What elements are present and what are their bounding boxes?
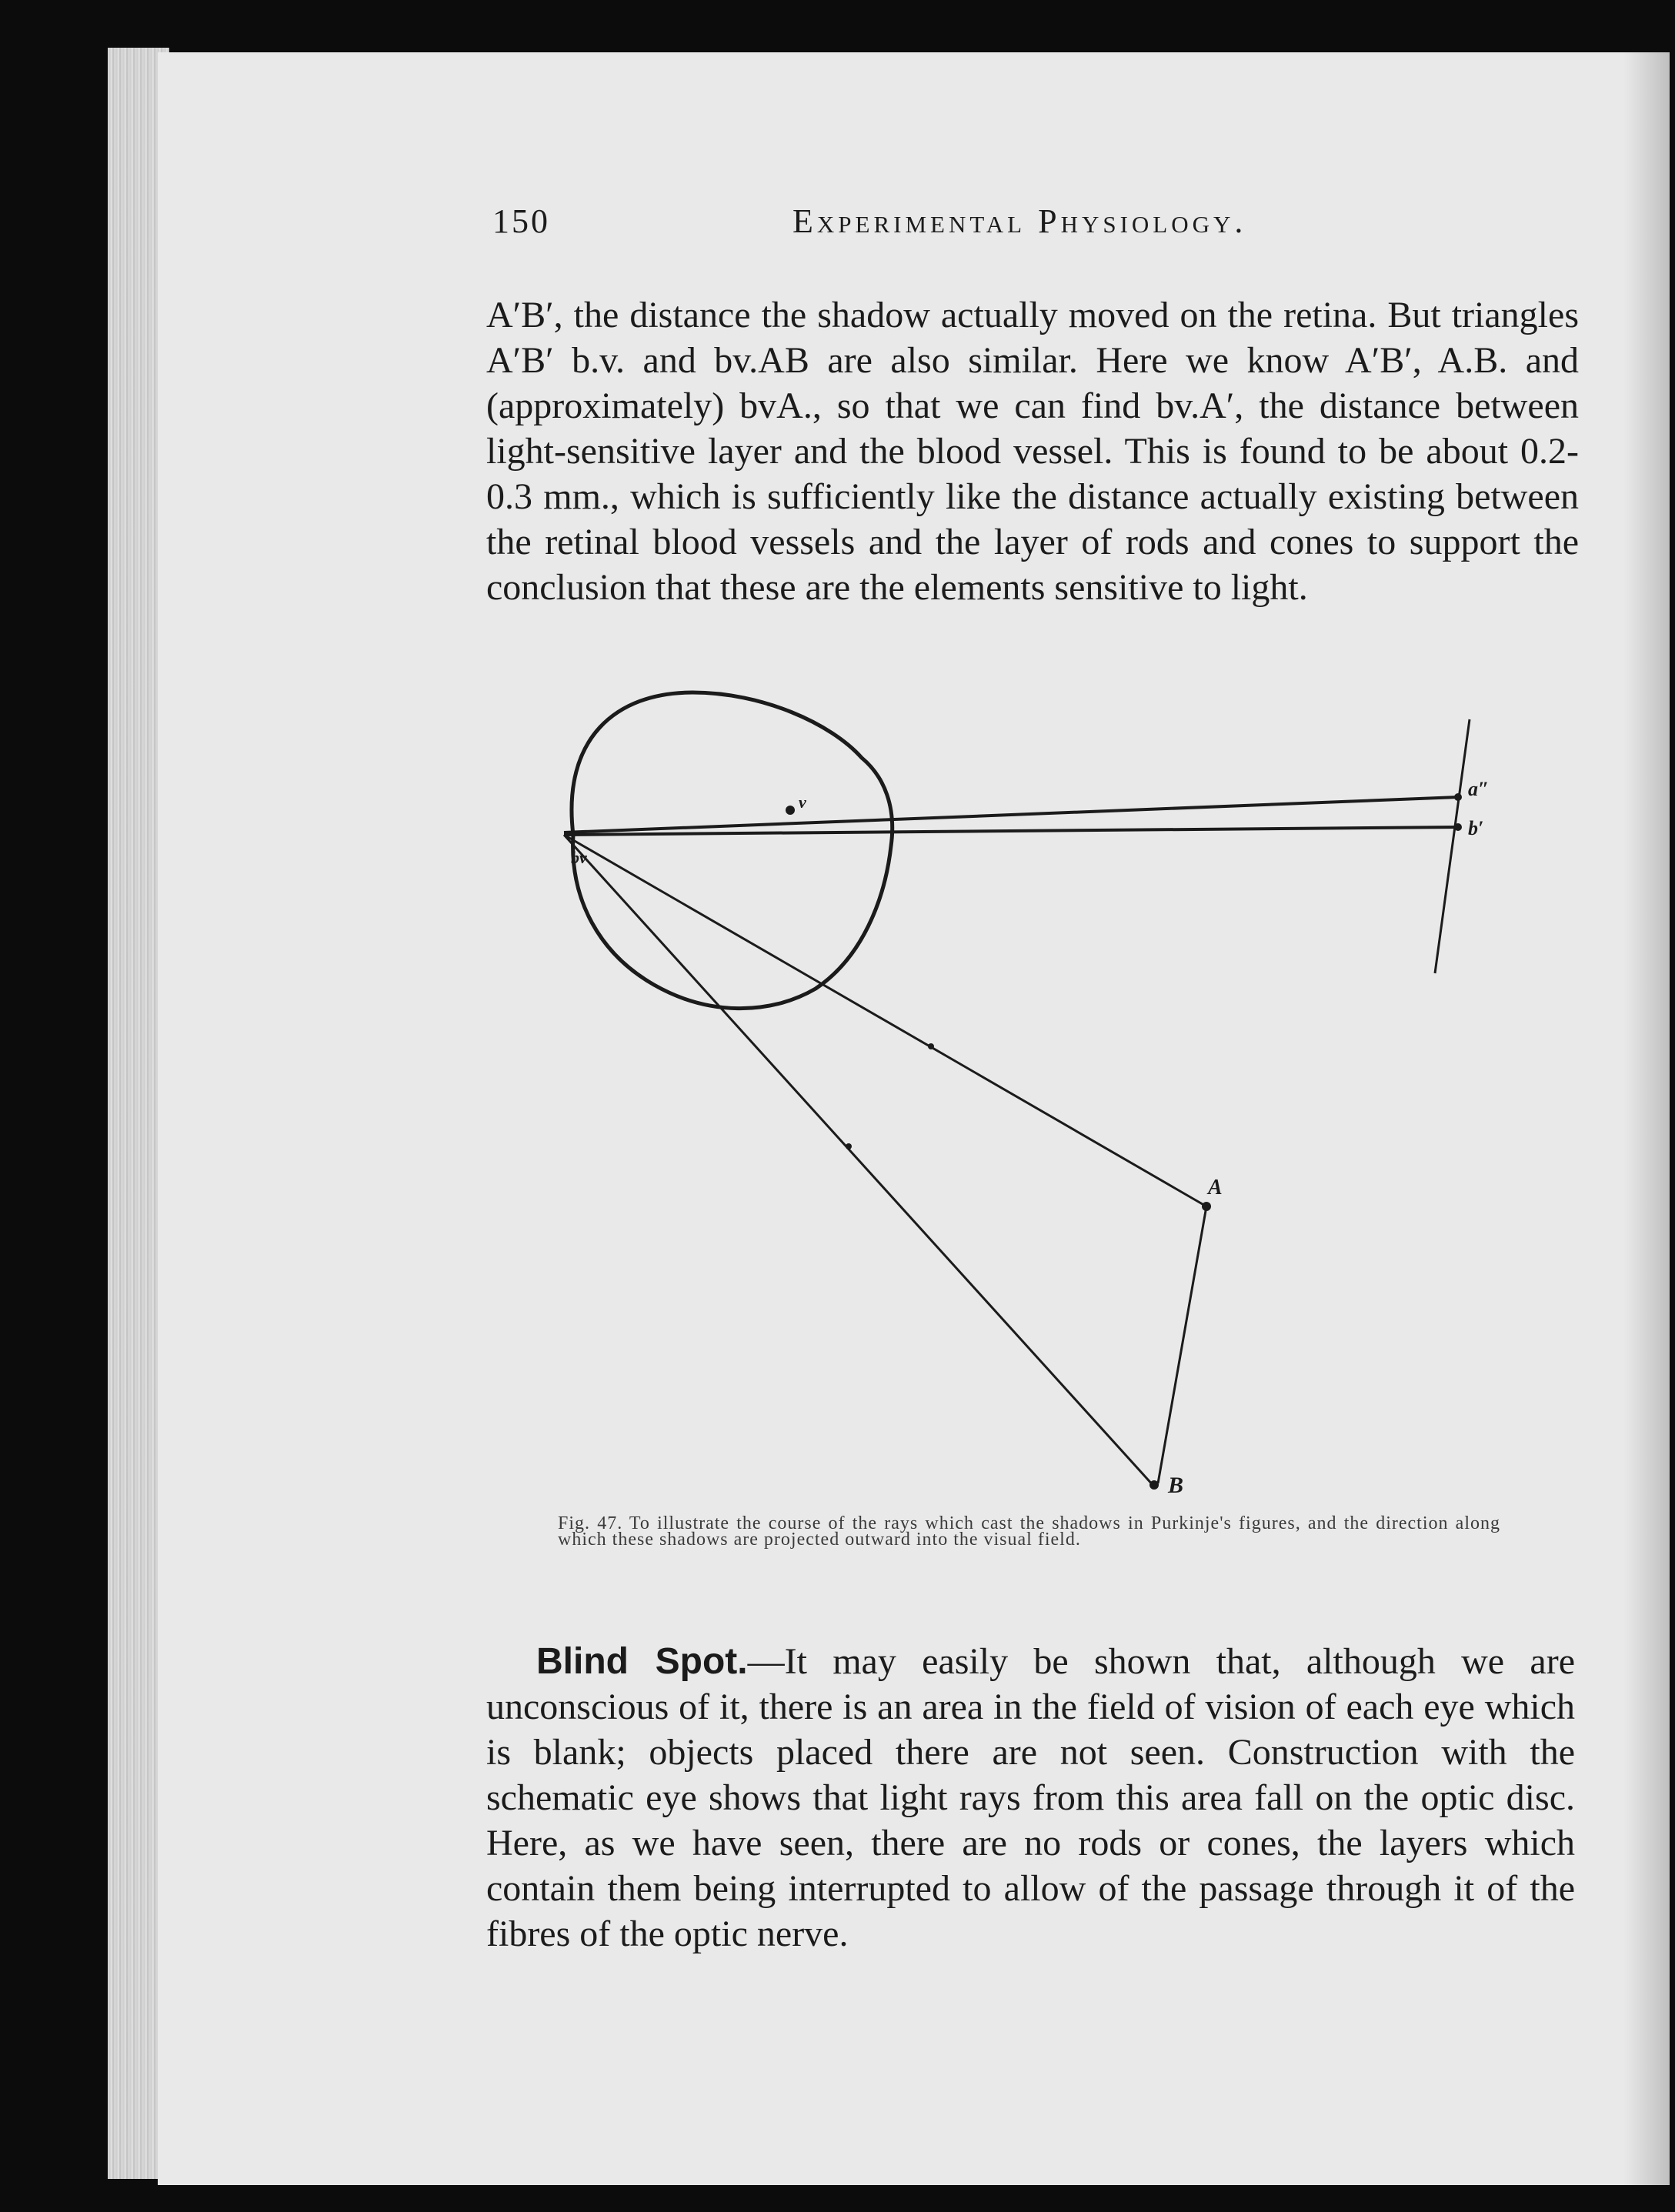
eyeball-outline xyxy=(572,692,893,1009)
page-number: 150 xyxy=(492,202,550,240)
ray-to-B xyxy=(564,835,1154,1486)
label-b-prime: b′ xyxy=(1468,817,1484,839)
label-bv: bv xyxy=(571,848,587,867)
paragraph-top: A′B′, the distance the shadow actually moved on the retina. But triangles A′B′ b.v. and bv.AB are also similar. Here we know A′B′, A.B. and (approximately) bvA., so that we can find bv.A′, the distance between light-sensitive layer and the blood vessel. This is found to be about 0.2-0.3 mm., which is sufficiently like the distance actually existing between the retinal blood vessels and the layer of rods and cones to support the conclusion that these are the elements sensitive to light. xyxy=(486,295,1579,608)
running-title: Experimental Physiology. xyxy=(792,202,1247,240)
point-A xyxy=(1202,1202,1211,1211)
label-A: A xyxy=(1208,1176,1223,1199)
point-v xyxy=(786,806,795,815)
visual-field-line xyxy=(1435,719,1470,973)
ray-to-A xyxy=(564,835,1206,1206)
label-B: B xyxy=(1168,1473,1184,1498)
point-b-prime xyxy=(1454,823,1462,831)
blind-spot-heading: Blind Spot. xyxy=(536,1641,748,1682)
object-line-AB xyxy=(1158,1206,1206,1483)
ray-tick-lower xyxy=(846,1143,852,1149)
point-B xyxy=(1149,1480,1159,1490)
figure-caption: Fig. 47. To illustrate the course of the rays which cast the shadows in Purkinje's figures, and the direction along which these shadows are projected outward into the visual field. xyxy=(558,1513,1500,1550)
label-a-double-prime: a″ xyxy=(1468,778,1490,800)
label-v: v xyxy=(799,792,806,812)
paragraph-blind-spot xyxy=(486,1639,1575,1962)
blind-spot-text: —It may easily be shown that, although we are unconscious of it, there is an area in the field of vision of each eye which is blank; objects placed there are not seen. Construction with the schematic eye shows that light rays from this area fall on the optic disc. Here, as we have seen, there are no rods or cones, the layers which contain them being interrupted to allow of the passage through it of the fibres of the optic nerve. xyxy=(486,1641,1575,1954)
ray-tick-upper xyxy=(928,1043,934,1049)
point-a-double-prime xyxy=(1454,793,1462,801)
